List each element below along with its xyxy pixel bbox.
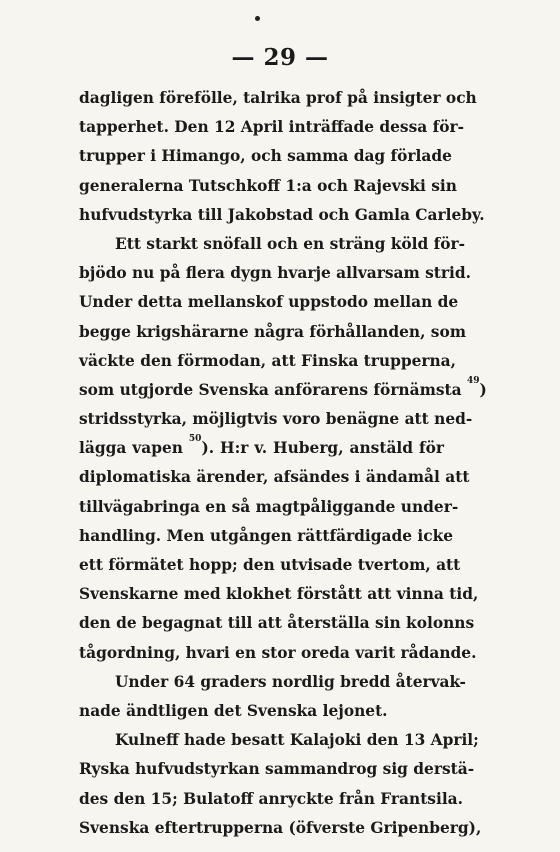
footnote-ref: 50 bbox=[188, 434, 202, 445]
line-text-after: ). H:r v. Huberg, anstäld för bbox=[201, 439, 444, 458]
text-line bbox=[79, 142, 452, 171]
line-text: ett förmätet hopp; den utvisade tvertom, att bbox=[79, 556, 461, 574]
text-line bbox=[79, 580, 479, 609]
text-line bbox=[79, 375, 487, 405]
text-line bbox=[79, 814, 482, 843]
body-text bbox=[79, 84, 487, 843]
line-text: dagligen förefölle, talrika prof på insigter och bbox=[79, 89, 477, 107]
line-text: trupper i Himango, och samma dag förlade bbox=[79, 147, 452, 166]
line-text: stridsstyrka, möjligtvis voro benägne att ned- bbox=[79, 410, 473, 429]
text-line bbox=[79, 668, 466, 697]
line-text: Svenska eftertrupperna (öfverste Gripenberg), bbox=[79, 818, 482, 837]
page-number: — 29 — bbox=[231, 44, 329, 71]
text-line bbox=[79, 522, 454, 551]
line-text: Kulneff hade besatt Kalajoki den 13 April; bbox=[115, 731, 479, 750]
line-text: Ett starkt snöfall och en sträng köld för- bbox=[115, 234, 466, 253]
line-text: handling. Men utgången rättfärdigade icke bbox=[79, 526, 454, 545]
line-text: diplomatiska ärender, afsändes i ändamål att bbox=[79, 468, 470, 487]
line-text: des den 15; Bulatoff anryckte från Frantsila. bbox=[79, 789, 463, 808]
footnote-ref: 49 bbox=[466, 375, 480, 386]
text-line bbox=[79, 318, 467, 347]
line-text: lägga vapen bbox=[79, 439, 183, 458]
text-line bbox=[79, 288, 459, 317]
line-text: tillvägabringa en så magtpåliggande under- bbox=[79, 497, 459, 516]
text-line bbox=[79, 230, 466, 259]
text-line bbox=[79, 726, 479, 755]
line-text: som utgjorde Svenska anförarens förnämsta bbox=[79, 380, 462, 399]
text-line bbox=[79, 463, 470, 492]
line-text: generalerna Tutschkoff 1:a och Rajevski sin bbox=[79, 176, 457, 195]
text-line bbox=[79, 434, 444, 463]
text-line bbox=[79, 697, 444, 726]
line-text: Ryska hufvudstyrkan sammandrog sig derstä- bbox=[79, 760, 475, 779]
line-text: hufvudstyrka till Jakobstad och Gamla Carleby. bbox=[79, 205, 485, 224]
line-text: begge krigshärarne några förhållanden, som bbox=[79, 322, 467, 341]
text-line bbox=[79, 113, 464, 142]
line-text: Svenskarne med klokhet förstått att vinna tid, bbox=[79, 585, 479, 604]
text-line bbox=[79, 405, 473, 434]
ink-dot bbox=[255, 16, 260, 21]
text-line bbox=[79, 551, 461, 580]
text-line bbox=[79, 84, 477, 113]
line-text: Under detta mellanskof uppstodo mellan de bbox=[79, 293, 459, 312]
text-line bbox=[79, 201, 485, 230]
text-line bbox=[79, 609, 475, 638]
line-text: tågordning, hvari en stor oreda varit rådande. bbox=[79, 643, 477, 662]
line-text: bjödo nu på flera dygn hvarje allvarsam strid. bbox=[79, 264, 471, 283]
line-text: tapperhet. Den 12 April inträffade dessa för- bbox=[79, 118, 464, 137]
text-line bbox=[79, 259, 471, 288]
text-line bbox=[79, 172, 457, 201]
line-text: väckte den förmodan, att Finska trupperna, bbox=[79, 351, 457, 370]
text-line bbox=[79, 755, 475, 784]
text-line bbox=[79, 493, 459, 522]
text-line bbox=[79, 785, 463, 814]
line-text-after: ) bbox=[479, 380, 487, 399]
line-text: Under 64 graders nordlig bredd återvak- bbox=[115, 672, 466, 691]
line-text: den de begagnat till att återställa sin kolonns bbox=[79, 614, 475, 633]
text-line bbox=[79, 639, 477, 668]
line-text: nade ändtligen det Svenska lejonet. bbox=[79, 701, 388, 720]
text-line bbox=[79, 347, 457, 376]
